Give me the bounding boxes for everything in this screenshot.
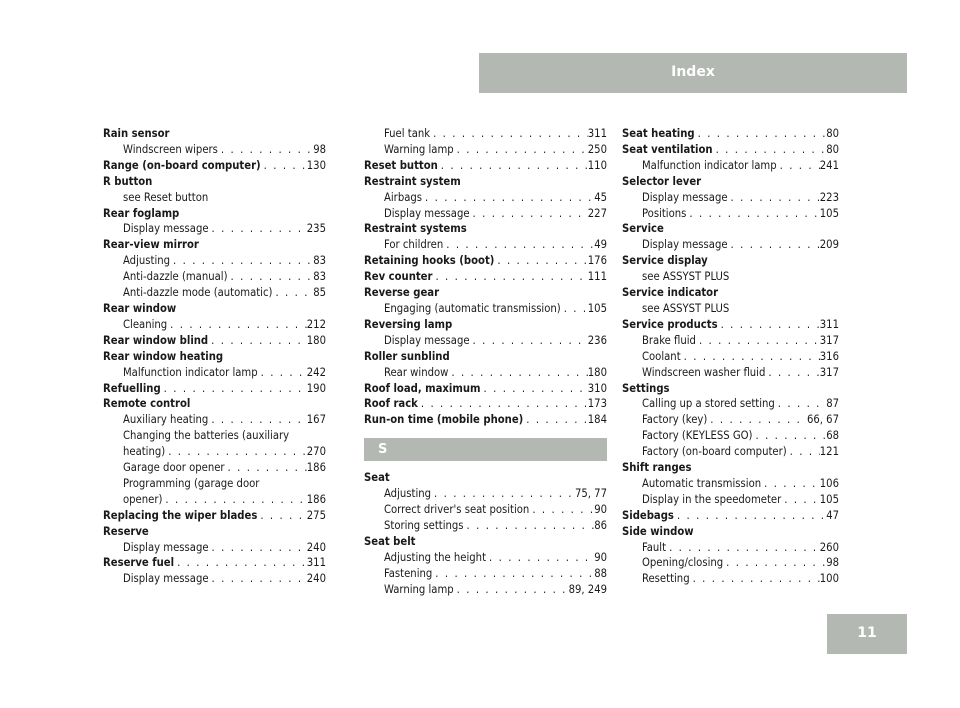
index-heading: Selector lever [622, 174, 702, 188]
index-entry [622, 476, 839, 492]
dot-leader [752, 428, 826, 444]
dot-leader [674, 508, 826, 524]
entry-term: Opening/closing [642, 556, 724, 570]
index-entry [622, 142, 839, 158]
index-heading: Rain sensor [103, 127, 170, 140]
dot-leader [448, 365, 587, 381]
page-number-tab [827, 614, 907, 654]
entry-page-number: 110 [587, 158, 607, 172]
index-entry [364, 381, 607, 397]
index-entry [364, 396, 607, 412]
entry-term: Windscreen washer fluid [642, 365, 766, 379]
index-heading: Reversing lamp [364, 317, 453, 331]
dot-leader [494, 253, 587, 269]
entry-term: Service products [622, 317, 718, 331]
section-letter-heading: S [364, 438, 607, 461]
entry-term: Anti-dazzle mode (automatic) [123, 286, 273, 300]
entry-term: Auxiliary heating [123, 413, 209, 427]
entry-page-number: 130 [306, 158, 326, 172]
entry-page-number: 235 [306, 222, 326, 236]
entry-term: Factory (KEYLESS GO) [642, 429, 753, 443]
entry-term: Factory (on-board computer) [642, 445, 787, 459]
dot-leader [695, 126, 827, 142]
index-tab [479, 53, 907, 93]
dot-leader [696, 333, 820, 349]
index-reference: Programming (garage door [123, 476, 260, 490]
index-heading: Settings [622, 381, 670, 395]
entry-term: Rev counter [364, 270, 433, 284]
dot-leader [261, 158, 307, 174]
index-heading: Roller sunblind [364, 349, 450, 363]
dot-leader [761, 476, 820, 492]
index-heading: Seat belt [364, 534, 416, 548]
entry-page-number: 250 [587, 142, 607, 156]
index-reference: see ASSYST PLUS [642, 270, 730, 284]
entry-page-number: 80 [826, 127, 839, 140]
entry-term: Display message [642, 238, 728, 252]
index-entry [103, 540, 326, 556]
index-entry [622, 190, 839, 206]
dot-leader [430, 126, 588, 142]
index-entry [622, 349, 839, 365]
dot-leader [454, 582, 569, 598]
index-entry [103, 460, 326, 476]
entry-page-number: 106 [819, 476, 839, 490]
dot-leader [723, 555, 826, 571]
index-entry [364, 158, 607, 174]
index-heading: Shift ranges [622, 461, 692, 475]
dot-leader [666, 540, 820, 556]
entry-page-number: 236 [587, 333, 607, 347]
dot-leader [209, 221, 307, 237]
index-entry [103, 365, 326, 381]
entry-page-number: 227 [587, 206, 607, 220]
entry-page-number: 180 [587, 365, 607, 379]
entry-term: Brake fluid [642, 333, 696, 347]
entry-page-number: 260 [819, 540, 839, 554]
entry-term: Sidebags [622, 508, 674, 522]
entry-page-number: 111 [587, 270, 607, 284]
entry-term: Retaining hooks (boot) [364, 254, 495, 268]
index-entry [622, 365, 839, 381]
dot-leader [209, 571, 307, 587]
entry-page-number: 317 [819, 333, 839, 347]
index-heading: Seat [364, 471, 390, 485]
dot-leader [272, 285, 313, 301]
entry-page-number: 88 [594, 566, 607, 580]
entry-term: Adjusting [123, 254, 171, 268]
index-entry [622, 571, 839, 587]
entry-term: Rear window [384, 365, 449, 379]
entry-page-number: 212 [306, 317, 326, 331]
index-entry [622, 158, 839, 174]
entry-page-number: 310 [587, 381, 607, 395]
dot-leader [432, 566, 594, 582]
entry-term: Display message [123, 222, 209, 236]
entry-term: Correct driver's seat position [384, 503, 530, 517]
dot-leader [218, 142, 313, 158]
entry-page-number: 180 [306, 333, 326, 347]
entry-term: Fault [642, 540, 667, 554]
dot-leader [718, 317, 820, 333]
dot-leader [523, 412, 588, 428]
index-entry [103, 269, 326, 285]
entry-term: For children [384, 238, 444, 252]
index-entry [103, 412, 326, 428]
entry-term: Fastening [384, 566, 433, 580]
dot-leader [707, 412, 807, 428]
index-column-1 [103, 126, 326, 587]
entry-term: Seat heating [622, 127, 695, 140]
entry-term: Refuelling [103, 381, 161, 395]
index-entry [622, 444, 839, 460]
entry-page-number: 311 [587, 127, 607, 140]
index-entry [364, 518, 607, 534]
index-entry [364, 237, 607, 253]
index-heading: Rear window [103, 301, 177, 315]
dot-leader [561, 301, 588, 317]
index-heading: Rear foglamp [103, 206, 180, 220]
entry-term: Malfunction indicator lamp [123, 365, 258, 379]
entry-term: Adjusting the height [384, 550, 487, 564]
entry-page-number: 240 [306, 572, 326, 586]
index-heading: Restraint systems [364, 222, 467, 236]
entry-page-number: 86 [594, 518, 607, 532]
entry-page-number: 45 [594, 190, 607, 204]
entry-term: Calling up a stored setting [642, 397, 775, 411]
dot-leader [470, 206, 588, 222]
index-entry [364, 582, 607, 598]
entry-page-number: 83 [313, 254, 326, 268]
index-entry [622, 317, 839, 333]
entry-term: Seat ventilation [622, 142, 713, 156]
index-entry [103, 317, 326, 333]
dot-leader [765, 365, 819, 381]
dot-leader [529, 502, 594, 518]
dot-leader [162, 492, 306, 508]
index-entry [364, 142, 607, 158]
entry-page-number: 80 [826, 142, 839, 156]
entry-page-number: 241 [819, 158, 839, 172]
entry-term: Display in the speedometer [642, 492, 782, 506]
index-heading: Service indicator [622, 286, 719, 300]
entry-page-number: 105 [587, 301, 607, 315]
index-heading: Rear window heating [103, 349, 224, 363]
index-column-2 [364, 126, 607, 597]
entry-page-number: 75, 77 [574, 487, 607, 501]
dot-leader [787, 444, 820, 460]
index-entry [364, 486, 607, 502]
entry-page-number: 173 [587, 397, 607, 411]
page-number: 11 [857, 625, 877, 642]
index-entry [364, 126, 607, 142]
dot-leader [208, 412, 306, 428]
dot-leader [681, 349, 820, 365]
dot-leader [165, 444, 307, 460]
dot-leader [775, 396, 826, 412]
index-entry [103, 444, 326, 460]
entry-page-number: 242 [306, 365, 326, 379]
dot-leader [161, 381, 307, 397]
entry-page-number: 176 [587, 254, 607, 268]
entry-term: Rear window blind [103, 333, 209, 347]
entry-page-number: 47 [826, 508, 839, 522]
entry-term: Adjusting [384, 487, 432, 501]
entry-term: Anti-dazzle (manual) [123, 270, 228, 284]
index-entry [622, 206, 839, 222]
entry-term: opener) [123, 492, 163, 506]
dot-leader [781, 492, 820, 508]
entry-page-number: 311 [819, 317, 839, 331]
index-entry [364, 412, 607, 428]
entry-term: Replacing the wiper blades [103, 508, 258, 522]
index-entry [364, 206, 607, 222]
dot-leader [418, 396, 588, 412]
index-entry [103, 555, 326, 571]
dot-leader [777, 158, 820, 174]
entry-page-number: 240 [306, 540, 326, 554]
dot-leader [225, 460, 307, 476]
entry-page-number: 89, 249 [568, 582, 607, 596]
entry-page-number: 98 [826, 556, 839, 570]
index-entry [103, 142, 326, 158]
entry-term: Resetting [642, 572, 690, 586]
entry-term: Storing settings [384, 518, 464, 532]
entry-page-number: 100 [819, 572, 839, 586]
index-entry [364, 301, 607, 317]
dot-leader [257, 508, 306, 524]
index-heading: Reserve [103, 524, 149, 538]
index-entry [364, 566, 607, 582]
index-entry [622, 508, 839, 524]
index-entry [364, 365, 607, 381]
dot-leader [422, 190, 594, 206]
entry-term: Fuel tank [384, 127, 431, 140]
dot-leader [228, 269, 314, 285]
dot-leader [209, 540, 307, 556]
dot-leader [686, 206, 819, 222]
entry-term: Run-on time (mobile phone) [364, 413, 524, 427]
dot-leader [258, 365, 307, 381]
dot-leader [170, 253, 313, 269]
entry-page-number: 317 [819, 365, 839, 379]
index-heading: Service [622, 222, 664, 236]
index-entry [364, 190, 607, 206]
entry-page-number: 121 [819, 445, 839, 459]
index-entry [622, 333, 839, 349]
index-entry [103, 508, 326, 524]
index-reference: Changing the batteries (auxiliary [123, 429, 290, 443]
entry-term: Warning lamp [384, 142, 454, 156]
index-entry [103, 221, 326, 237]
dot-leader [443, 237, 594, 253]
dot-leader [486, 550, 594, 566]
entry-term: Warning lamp [384, 582, 454, 596]
index-entry [622, 428, 839, 444]
dot-leader [470, 333, 588, 349]
dot-leader [728, 190, 820, 206]
entry-page-number: 87 [826, 397, 839, 411]
entry-page-number: 105 [819, 206, 839, 220]
index-heading: R button [103, 174, 153, 188]
index-heading: Service display [622, 254, 708, 268]
entry-term: Roof load, maximum [364, 381, 481, 395]
entry-page-number: 66, 67 [806, 413, 839, 427]
entry-page-number: 275 [306, 508, 326, 522]
index-entry [103, 381, 326, 397]
dot-leader [432, 269, 587, 285]
index-entry [622, 396, 839, 412]
entry-term: heating) [123, 445, 166, 459]
entry-page-number: 90 [594, 503, 607, 517]
index-heading: Reverse gear [364, 286, 440, 300]
entry-page-number: 90 [594, 550, 607, 564]
entry-page-number: 49 [594, 238, 607, 252]
dot-leader [174, 555, 307, 571]
entry-term: Coolant [642, 349, 681, 363]
entry-page-number: 270 [306, 445, 326, 459]
index-entry [103, 285, 326, 301]
index-entry [364, 253, 607, 269]
index-entry [622, 492, 839, 508]
entry-term: Airbags [384, 190, 423, 204]
index-entry [622, 126, 839, 142]
dot-leader [438, 158, 588, 174]
entry-term: Malfunction indicator lamp [642, 158, 777, 172]
index-entry [364, 269, 607, 285]
index-entry [622, 412, 839, 428]
index-entry [622, 237, 839, 253]
index-heading: Remote control [103, 397, 191, 411]
index-heading: Rear-view mirror [103, 238, 199, 252]
entry-term: Garage door opener [123, 461, 225, 475]
entry-term: Cleaning [123, 317, 168, 331]
entry-page-number: 98 [313, 142, 326, 156]
index-entry [103, 333, 326, 349]
entry-term: Automatic transmission [642, 476, 762, 490]
index-entry [364, 502, 607, 518]
dot-leader [167, 317, 307, 333]
index-entry [103, 571, 326, 587]
entry-page-number: 223 [819, 190, 839, 204]
entry-term: Display message [642, 190, 728, 204]
entry-page-number: 316 [819, 349, 839, 363]
entry-page-number: 167 [306, 413, 326, 427]
dot-leader [431, 486, 575, 502]
index-entry [622, 555, 839, 571]
dot-leader [208, 333, 307, 349]
entry-page-number: 85 [313, 286, 326, 300]
index-entry [103, 158, 326, 174]
dot-leader [728, 237, 820, 253]
dot-leader [481, 381, 588, 397]
entry-term: Reset button [364, 158, 438, 172]
dot-leader [454, 142, 588, 158]
entry-page-number: 68 [826, 429, 839, 443]
dot-leader [713, 142, 827, 158]
index-column-3 [622, 126, 839, 587]
entry-page-number: 186 [306, 461, 326, 475]
entry-term: Display message [384, 333, 470, 347]
entry-page-number: 83 [313, 270, 326, 284]
entry-term: Reserve fuel [103, 556, 175, 570]
entry-term: Windscreen wipers [123, 142, 218, 156]
dot-leader [464, 518, 595, 534]
entry-page-number: 105 [819, 492, 839, 506]
dot-leader [690, 571, 820, 587]
entry-page-number: 184 [587, 413, 607, 427]
entry-term: Positions [642, 206, 687, 220]
entry-term: Factory (key) [642, 413, 708, 427]
entry-page-number: 186 [306, 492, 326, 506]
index-reference: see Reset button [123, 190, 209, 204]
index-entry [103, 253, 326, 269]
index-heading: Side window [622, 524, 694, 538]
index-entry [103, 492, 326, 508]
index-entry [364, 550, 607, 566]
index-reference: see ASSYST PLUS [642, 301, 730, 315]
entry-term: Roof rack [364, 397, 418, 411]
index-heading: Restraint system [364, 174, 461, 188]
entry-term: Range (on-board computer) [103, 158, 261, 172]
entry-page-number: 190 [306, 381, 326, 395]
entry-term: Display message [123, 572, 209, 586]
index-entry [364, 333, 607, 349]
index-entry [622, 540, 839, 556]
entry-page-number: 311 [306, 556, 326, 570]
entry-term: Engaging (automatic transmission) [384, 301, 561, 315]
entry-page-number: 209 [819, 238, 839, 252]
entry-term: Display message [384, 206, 470, 220]
entry-term: Display message [123, 540, 209, 554]
index-tab-title: Index [671, 64, 715, 81]
